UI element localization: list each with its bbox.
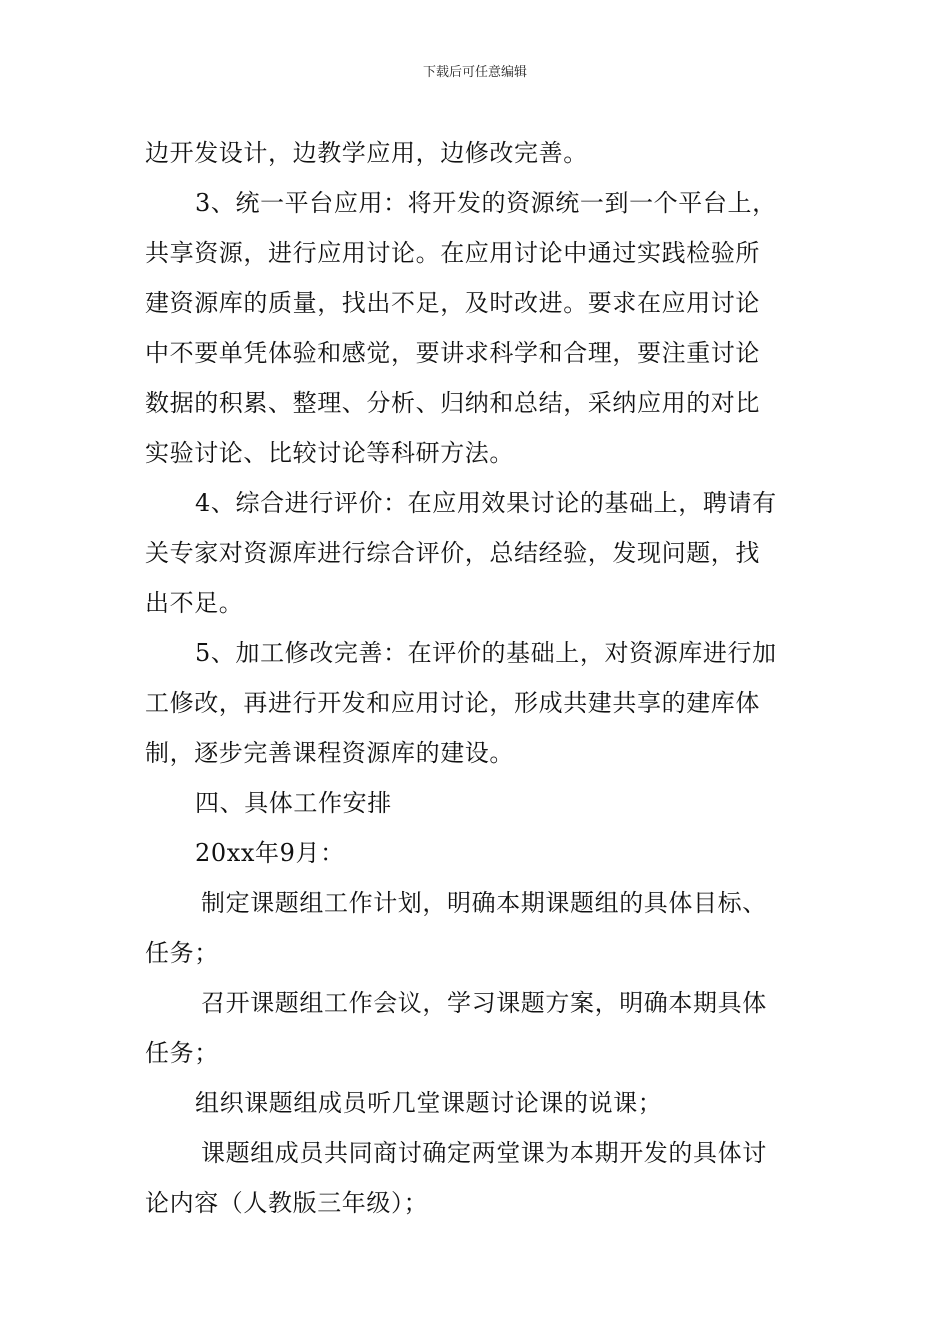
text-line: 实验讨论、比较讨论等科研方法。: [145, 439, 514, 467]
text-line: 边开发设计，边教学应用，边修改完善。: [145, 139, 588, 167]
text-line: 制定课题组工作计划，明确本期课题组的具体目标、: [201, 889, 767, 917]
text-line: 课题组成员共同商讨确定两堂课为本期开发的具体讨: [201, 1139, 767, 1167]
text-line: 共享资源，进行应用讨论。在应用讨论中通过实践检验所: [145, 239, 760, 267]
text-line: 工修改，再进行开发和应用讨论，形成共建共享的建库体: [145, 689, 760, 717]
text-line: 召开课题组工作会议，学习课题方案，明确本期具体: [201, 989, 767, 1017]
text-line: 中不要单凭体验和感觉，要讲求科学和合理，要注重讨论: [145, 339, 760, 367]
text-line: 任务；: [145, 939, 219, 967]
text-line: 出不足。: [145, 589, 244, 617]
text-line: 关专家对资源库进行综合评价，总结经验，发现问题，找: [145, 539, 760, 567]
text-line: 5、加工修改完善：在评价的基础上，对资源库进行加: [195, 639, 777, 667]
text-line: 任务；: [145, 1039, 219, 1067]
text-line: 建资源库的质量，找出不足，及时改进。要求在应用讨论: [145, 289, 760, 317]
section-heading: 四、具体工作安排: [195, 789, 392, 817]
date-heading: 20xx年9月：: [195, 839, 345, 867]
text-line: 组织课题组成员听几堂课题讨论课的说课；: [195, 1089, 663, 1117]
text-line: 3、统一平台应用：将开发的资源统一到一个平台上，: [195, 189, 777, 217]
text-line: 论内容（人教版三年级）；: [145, 1189, 429, 1217]
text-line: 制，逐步完善课程资源库的建设。: [145, 739, 514, 767]
text-line: 数据的积累、整理、分析、归纳和总结，采纳应用的对比: [145, 389, 760, 417]
document-body: [145, 128, 810, 1228]
text-line: 4、综合进行评价：在应用效果讨论的基础上，聘请有: [195, 489, 777, 517]
page-header: 下载后可任意编辑: [422, 65, 527, 80]
